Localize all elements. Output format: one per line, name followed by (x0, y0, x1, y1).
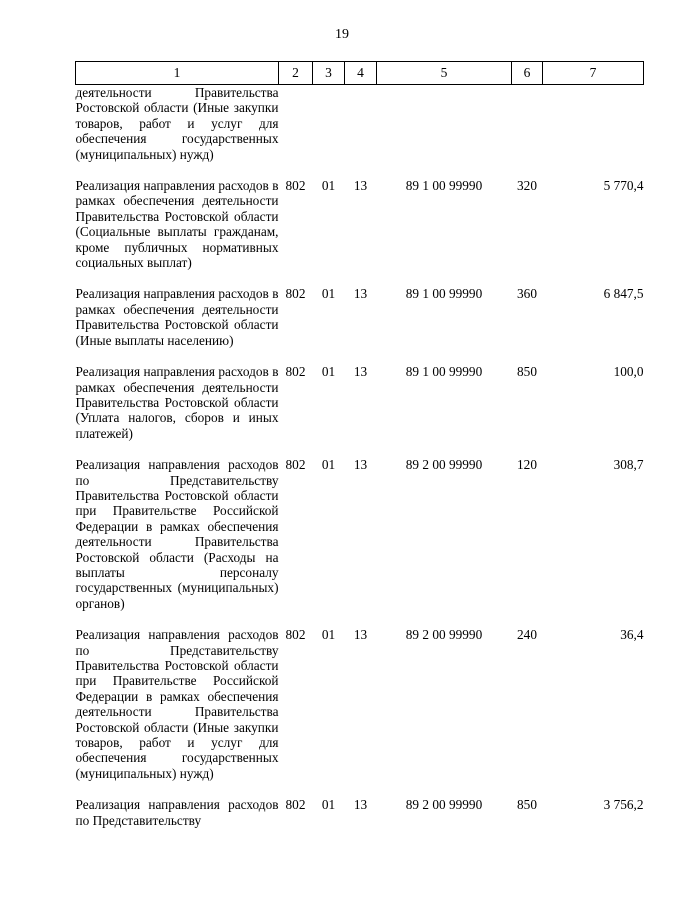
cell-subsection: 13 (353, 286, 368, 302)
cell-target-article: 89 1 00 99990 (405, 286, 483, 302)
cell-amount: 3 756,2 (603, 797, 644, 813)
cell-expense-type: 240 (517, 627, 537, 643)
table-row (76, 286, 644, 348)
cell-amount: 308,7 (613, 457, 644, 473)
cell-expense-type: 850 (517, 797, 537, 813)
cell-ministry: 802 (285, 178, 306, 194)
cell-amount (543, 85, 644, 163)
row-gap (76, 441, 644, 457)
table-row (76, 364, 644, 441)
cell-subsection (345, 85, 377, 163)
row-gap (76, 348, 644, 364)
header-row (76, 62, 644, 85)
cell-expense-type (512, 85, 543, 163)
cell-section: 01 (321, 797, 336, 813)
col-header-7: 7 (543, 62, 644, 85)
budget-table (75, 61, 644, 828)
table-row (76, 797, 644, 828)
table-row (76, 178, 644, 270)
cell-target-article: 89 1 00 99990 (405, 364, 483, 380)
cell-expense-type: 360 (517, 286, 537, 302)
row-gap (76, 611, 644, 627)
cell-ministry (279, 85, 313, 163)
cell-subsection: 13 (353, 797, 368, 813)
col-header-1: 1 (76, 62, 279, 85)
row-gap (76, 781, 644, 797)
cell-target-article: 89 1 00 99990 (405, 178, 483, 194)
cell-section (313, 85, 345, 163)
table-row (76, 85, 644, 163)
page-number: 19 (335, 27, 349, 42)
cell-target-article (377, 85, 512, 163)
table-row (76, 457, 644, 611)
cell-expense-type: 120 (517, 457, 537, 473)
row-description: Реализация направления расходов в рамках обеспечения деятельности Правительства Ростовской области (Социальные выплаты гражданам, кроме публичных нормативных социальных выплат) (75, 178, 279, 271)
row-description: деятельности Правительства Ростовской области (Иные закупки товаров, работ и услуг для обеспечения государственных (муниципальных) нужд) (75, 85, 279, 162)
cell-section: 01 (321, 178, 336, 194)
col-header-6: 6 (512, 62, 543, 85)
cell-section: 01 (321, 286, 336, 302)
cell-subsection: 13 (353, 627, 368, 643)
col-header-3: 3 (313, 62, 345, 85)
col-header-4: 4 (345, 62, 377, 85)
cell-ministry: 802 (285, 797, 306, 813)
row-gap (76, 270, 644, 286)
cell-target-article: 89 2 00 99990 (405, 627, 483, 643)
cell-expense-type: 320 (517, 178, 537, 194)
cell-amount: 6 847,5 (603, 286, 644, 302)
cell-subsection: 13 (353, 364, 368, 380)
col-header-5: 5 (377, 62, 512, 85)
cell-subsection: 13 (353, 178, 368, 194)
cell-amount: 36,4 (620, 627, 644, 643)
cell-section: 01 (321, 457, 336, 473)
cell-amount: 5 770,4 (603, 178, 644, 194)
cell-section: 01 (321, 627, 336, 643)
cell-section: 01 (321, 364, 336, 380)
row-description: Реализация направления расходов по Представительству Правительства Ростовской области при Правительстве Российской Федерации в рамках обеспечения деятельности Правительства Ростовской области (Иные закупки товаров, работ и услуг для обеспечения государственных (муниципальных) нужд) (75, 627, 279, 781)
row-gap (76, 162, 644, 178)
cell-target-article: 89 2 00 99990 (405, 797, 483, 813)
row-description: Реализация направления расходов по Представительству Правительства Ростовской области при Правительстве Российской Федерации в рамках обеспечения деятельности Правительства Ростовской области (Расходы на выплаты персоналу государственных (муниципальных) органов) (75, 457, 279, 611)
cell-expense-type: 850 (517, 364, 537, 380)
cell-amount: 100,0 (613, 364, 644, 380)
cell-ministry: 802 (285, 286, 306, 302)
cell-ministry: 802 (285, 457, 306, 473)
table-row (76, 627, 644, 781)
row-description: Реализация направления расходов по Представительству (75, 797, 279, 828)
cell-ministry: 802 (285, 627, 306, 643)
col-header-2: 2 (279, 62, 313, 85)
cell-subsection: 13 (353, 457, 368, 473)
cell-target-article: 89 2 00 99990 (405, 457, 483, 473)
row-description: Реализация направления расходов в рамках обеспечения деятельности Правительства Ростовской области (Уплата налогов, сборов и иных платежей) (75, 364, 279, 441)
cell-ministry: 802 (285, 364, 306, 380)
row-description: Реализация направления расходов в рамках обеспечения деятельности Правительства Ростовской области (Иные выплаты населению) (75, 286, 279, 348)
